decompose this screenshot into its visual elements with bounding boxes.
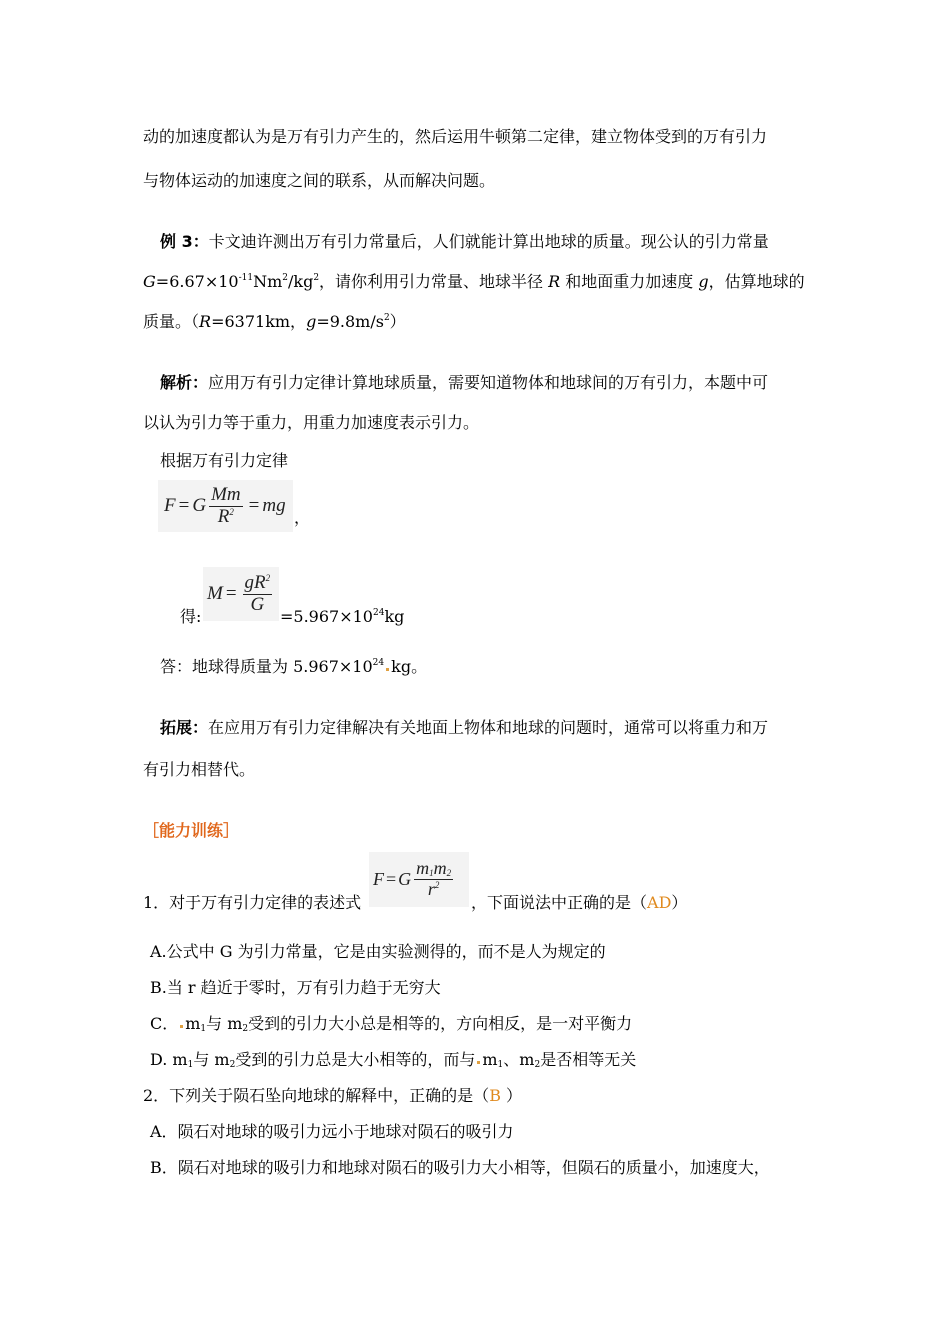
analysis-line-3: 根据万有引力定律	[160, 451, 289, 470]
answer-key: AD	[647, 893, 672, 912]
answer-line: 答：地球得质量为 $5.967\times 10^{24}$ kg。	[160, 657, 428, 676]
mass-formula: M = $\frac{gR^2}{G}$	[203, 567, 279, 621]
question-2: 2．下列关于陨石坠向地球的解释中，正确的是（B ）	[143, 1086, 523, 1105]
question-1-prefix: 1．对于万有引力定律的表述式	[143, 893, 362, 912]
analysis-line-1: 解析：应用万有引力定律计算地球质量，需要知道物体和地球间的万有引力，本题中可	[160, 373, 769, 392]
example-3-line-1	[160, 232, 769, 251]
answer-key: B	[489, 1086, 501, 1105]
fraction: $\frac{m_1m_2}{r^2}$	[416, 858, 452, 899]
extension-label: 拓展：	[160, 718, 209, 737]
intro-line-1: 动的加速度都认为是万有引力产生的，然后运用牛顿第二定律，建立物体受到的万有引力	[143, 127, 768, 146]
example-text: 卡文迪许测出万有引力常量后，人们就能计算出地球的质量。现公认的引力常量	[208, 232, 769, 251]
gravitation-formula-2: F = G $\frac{m_1m_2}{r^2}$	[369, 852, 469, 907]
q2-option-a: A．陨石对地球的吸引力远小于地球对陨石的吸引力	[150, 1122, 514, 1141]
intro-line-2: 与物体运动的加速度之间的联系，从而解决问题。	[143, 171, 496, 190]
example-3-line-2: $G=6.67\times 10^{-11}Nm^2/kg^2$，请你利用引力常量、地球半径 R 和地面重力加速度 g，估算地球的	[143, 272, 805, 291]
marker-dot	[386, 668, 389, 671]
q1-option-d: D. $m_1$与 $m_2$受到的引力总是大小相等的，而与 $m_1$、$m_2$是否相等无关	[150, 1050, 637, 1070]
example-3-line-3: 质量。（R=6371km，$g=9.8m/s^2$）	[143, 312, 406, 331]
marker-dot	[180, 1025, 183, 1028]
extension-line-1: 拓展：在应用万有引力定律解决有关地面上物体和地球的问题时，通常可以将重力和万	[160, 718, 769, 737]
marker-dot	[477, 1061, 480, 1064]
question-1-suffix: ，下面说法中正确的是（AD）	[471, 893, 688, 912]
gravitation-formula-1: F = G $\frac{Mm}{R^2}$ = mg	[158, 480, 293, 532]
fraction: $\frac{gR^2}{G}$	[244, 571, 271, 615]
q1-option-a: A.公式中 G 为引力常量，它是由实验测得的，而不是人为规定的	[150, 942, 606, 961]
q2-option-b: B．陨石对地球的吸引力和地球对陨石的吸引力大小相等，但陨石的质量小，加速度大，	[150, 1158, 770, 1177]
analysis-line-2: 以认为引力等于重力，用重力加速度表示引力。	[143, 413, 480, 432]
q1-option-b: B.当 r 趋近于零时，万有引力趋于无穷大	[150, 978, 441, 997]
section-heading: ［能力训练］	[143, 821, 240, 840]
formula-comma: ，	[294, 508, 311, 527]
example-label: 例 3：	[160, 232, 209, 251]
q1-option-c: C． $m_1$与 $m_2$受到的引力大小总是相等的，方向相反，是一对平衡力	[150, 1014, 633, 1034]
result-value: $=5.967\times 10^{24}kg$	[280, 607, 405, 626]
result-label: 得:	[180, 607, 202, 626]
analysis-label: 解析：	[160, 373, 209, 392]
extension-line-2: 有引力相替代。	[143, 760, 256, 779]
fraction: $\frac{Mm}{R^2}$	[211, 483, 241, 527]
